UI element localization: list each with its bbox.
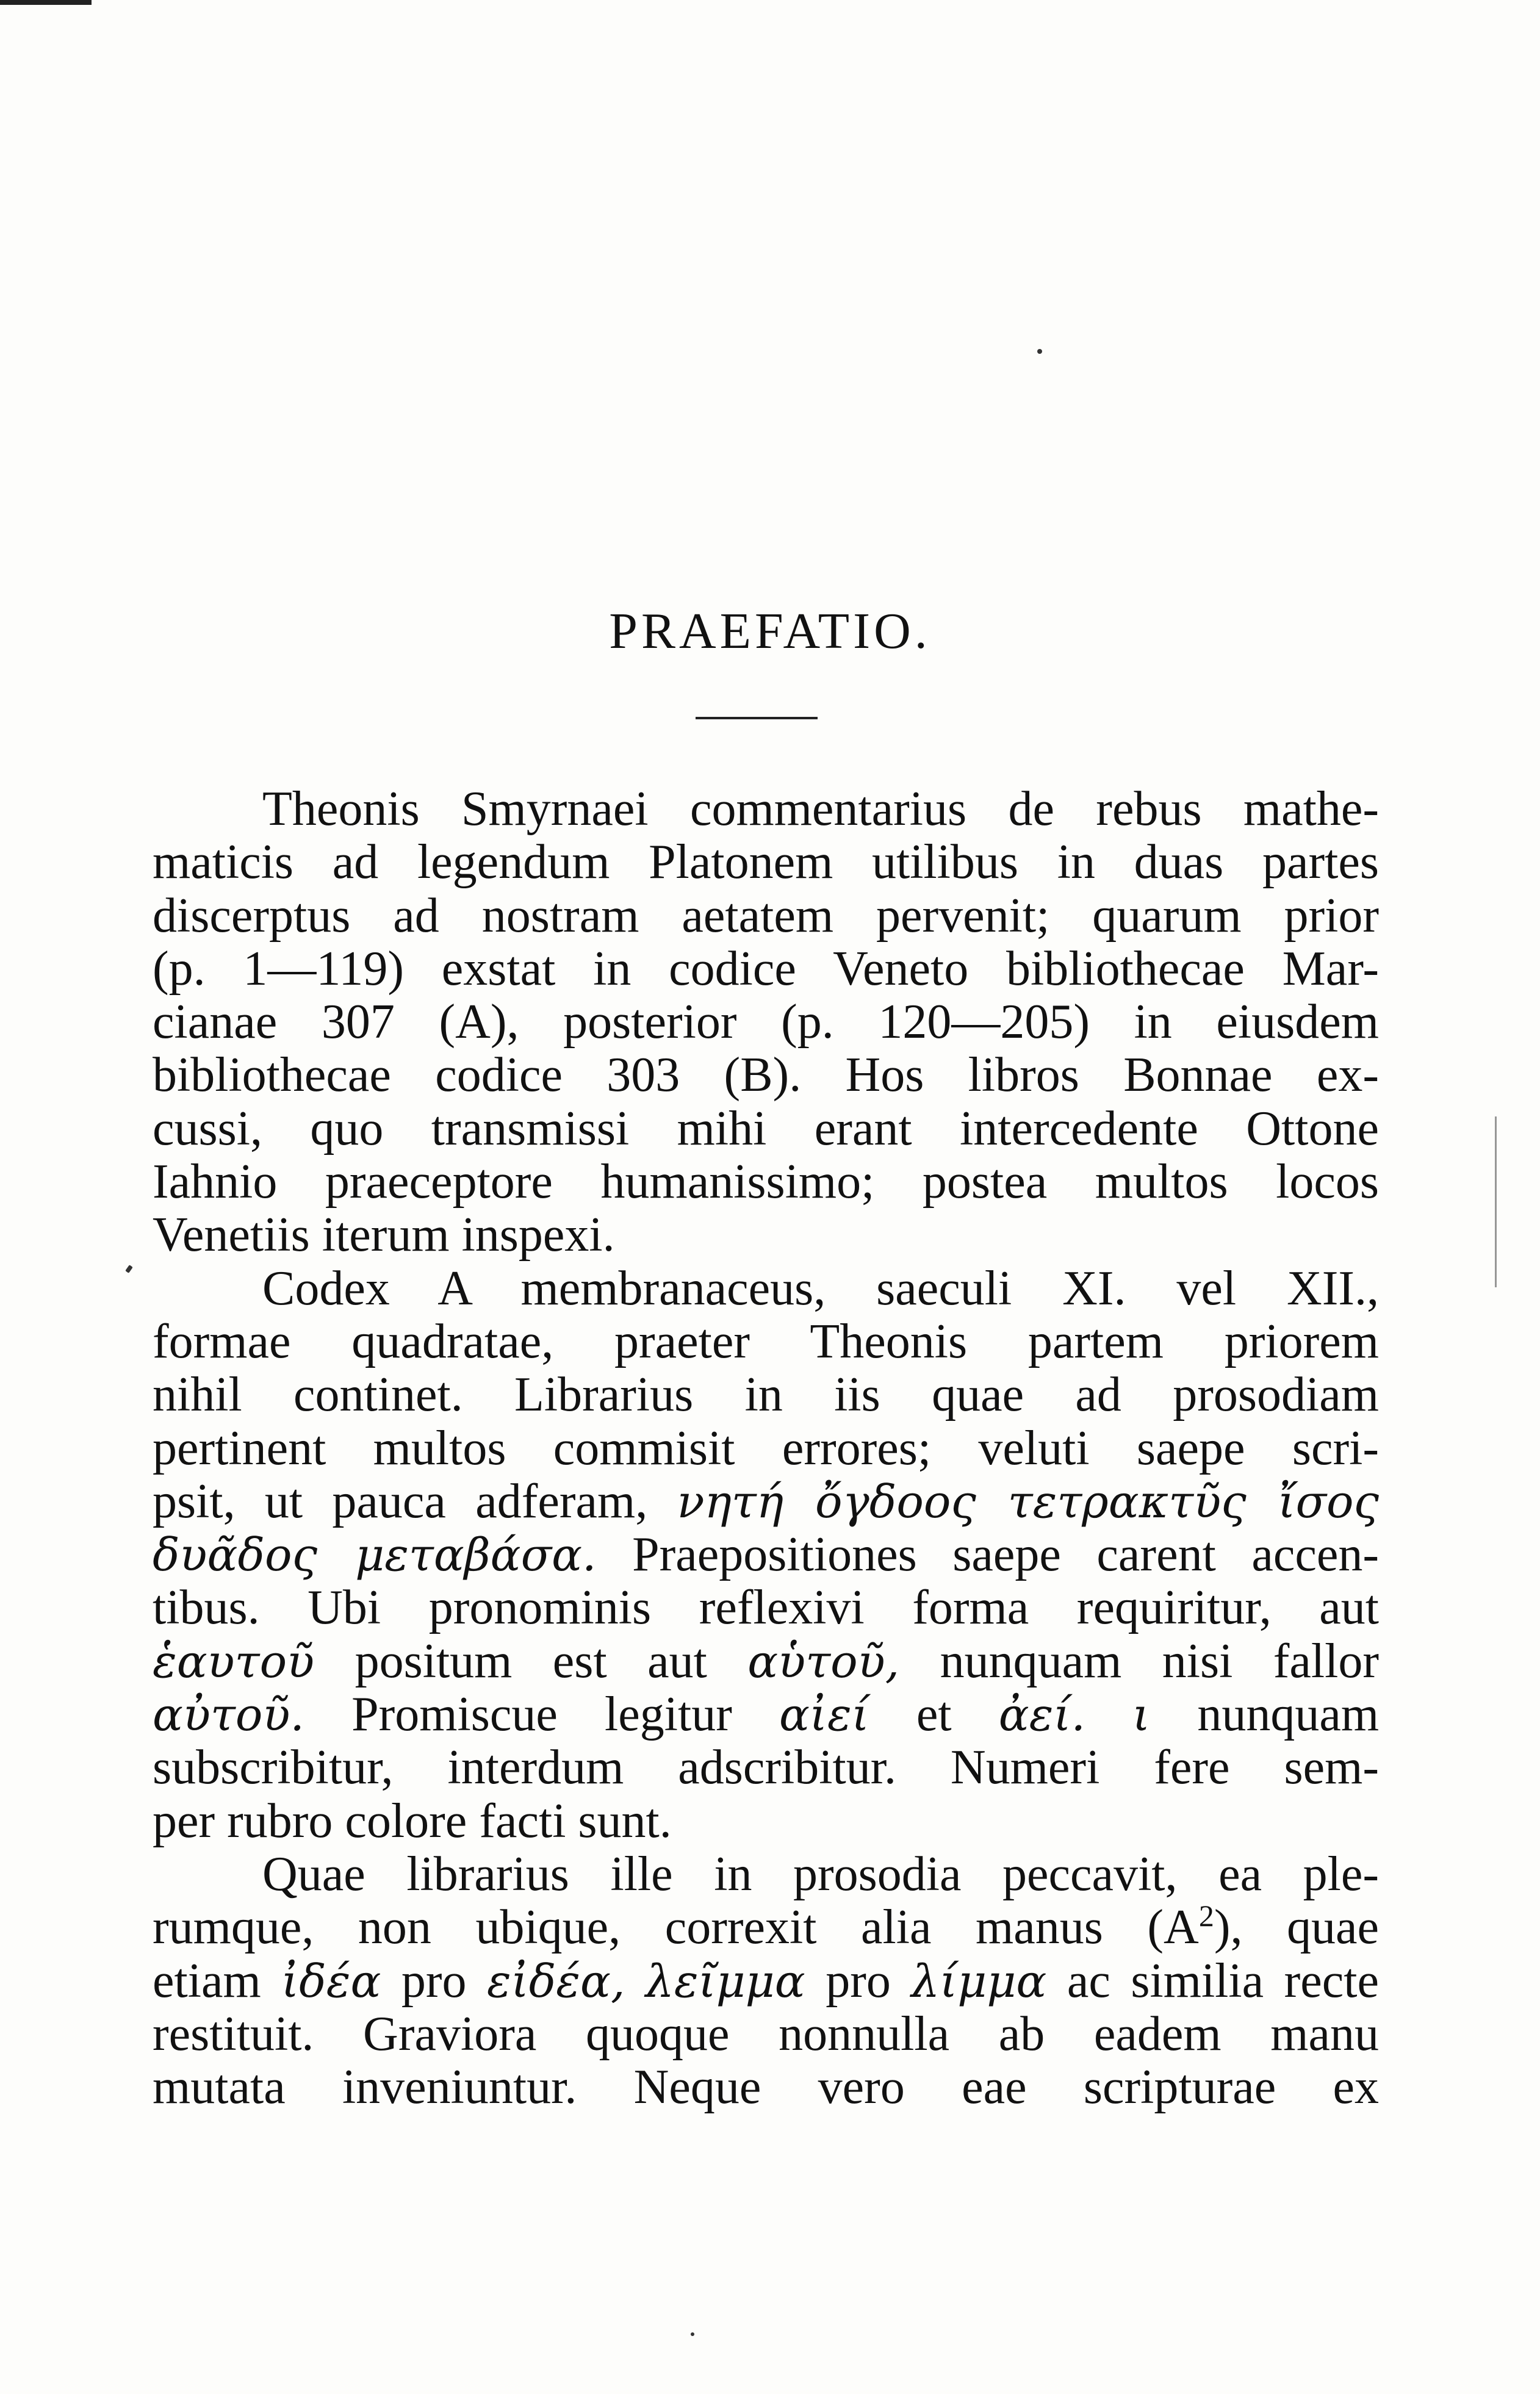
greek-text: λίμμα: [911, 1955, 1047, 2008]
text-line: tibus. Ubi pronominis reflexivi forma requiritur, aut: [153, 1581, 1379, 1635]
text-line: [153, 1528, 1379, 1581]
text-line: formae quadratae, praeter Theonis partem priorem: [153, 1314, 1379, 1368]
text-line: bibliothecae codice 303 (B). Hos libros Bonnae ex-: [153, 1048, 1379, 1102]
text-segment: etiam: [153, 1954, 261, 2008]
text-segment: ), quae: [1214, 1900, 1380, 1955]
text-line: Venetiis iterum inspexi.: [153, 1208, 615, 1262]
text-line: [153, 1635, 1379, 1688]
text-line: cussi, quo transmissi mihi erant intercedente Ottone: [153, 1101, 1379, 1156]
body-text: [153, 783, 1379, 2114]
text-line: [153, 1475, 1379, 1528]
text-line: (p. 1—119) exstat in codice Veneto bibliothecae Mar-: [153, 941, 1379, 996]
greek-text: ἀεί.: [998, 1689, 1085, 1742]
page-title: PRAEFATIO.: [609, 603, 931, 660]
title-rule: [696, 717, 818, 719]
ink-speck: [691, 2332, 694, 2336]
text-line: mutata inveniuntur. Neque vero eae scripturae ex: [153, 2060, 1379, 2115]
text-line: [153, 1688, 1379, 1741]
corner-rule: [0, 0, 92, 5]
greek-text: εἰδέα,: [487, 1955, 625, 2008]
greek-text: λεῖμμα: [645, 1955, 805, 2008]
greek-text: ἰδέα: [281, 1955, 381, 2008]
text-segment: positum est aut: [354, 1634, 707, 1688]
greek-text: ι: [1132, 1689, 1151, 1742]
edge-mark: [1495, 1116, 1497, 1287]
text-line: restituit. Graviora quoque nonnulla ab eadem manu: [153, 2007, 1379, 2061]
text-line: pertinent multos commisit errores; veluti saepe scri-: [153, 1421, 1379, 1475]
ink-speck: [125, 1265, 133, 1273]
text-line: per rubro colore facti sunt.: [153, 1794, 672, 1848]
ink-speck: [1037, 349, 1042, 354]
text-line: nihil continet. Librarius in iis quae ad prosodiam: [153, 1368, 1379, 1422]
text-line: [153, 1901, 1379, 1954]
text-line: discerptus ad nostram aetatem pervenit; quarum prior: [153, 888, 1379, 943]
text-line: cianae 307 (A), posterior (p. 120—205) in eiusdem: [153, 995, 1379, 1049]
superscript: 2: [1198, 1899, 1214, 1933]
text-line: subscribitur, interdum adscribitur. Numeri fere sem-: [153, 1741, 1379, 1795]
greek-text: νητή ὄγδοος τετρακτῦς ἴσος: [677, 1475, 1379, 1528]
text-line: [153, 1955, 1379, 2008]
greek-text: αὐτοῦ.: [153, 1689, 304, 1742]
text-segment: rumque, non ubique, correxit alia manus (A: [153, 1900, 1199, 1955]
text-segment: Promiscue legitur: [351, 1688, 732, 1742]
text-line: Quae librarius ille in prosodia peccavit, ea ple-: [262, 1847, 1379, 1901]
text-segment: nunquam: [1197, 1688, 1380, 1742]
text-line: maticis ad legendum Platonem utilibus in duas partes: [153, 835, 1379, 890]
text-segment: pro: [826, 1954, 891, 2008]
greek-text: δυᾶδος μεταβάσα.: [153, 1529, 597, 1582]
text-line: Codex A membranaceus, saeculi XI. vel XII.,: [262, 1261, 1379, 1315]
text-segment: pro: [401, 1954, 467, 2008]
greek-text: αὑτοῦ,: [747, 1635, 900, 1688]
text-line: Theonis Smyrnaei commentarius de rebus mathe-: [262, 782, 1379, 836]
greek-text: ἑαυτοῦ: [153, 1635, 315, 1688]
text-line: Iahnio praeceptore humanissimo; postea multos locos: [153, 1155, 1379, 1209]
text-segment: ac similia recte: [1067, 1954, 1379, 2008]
text-segment: nunquam nisi fallor: [940, 1634, 1380, 1688]
greek-text: αἰεί: [779, 1689, 869, 1742]
text-segment: et: [916, 1688, 952, 1742]
text-segment: psit, ut pauca adferam,: [153, 1474, 648, 1528]
text-segment: Praepositiones saepe carent accen-: [632, 1528, 1379, 1582]
